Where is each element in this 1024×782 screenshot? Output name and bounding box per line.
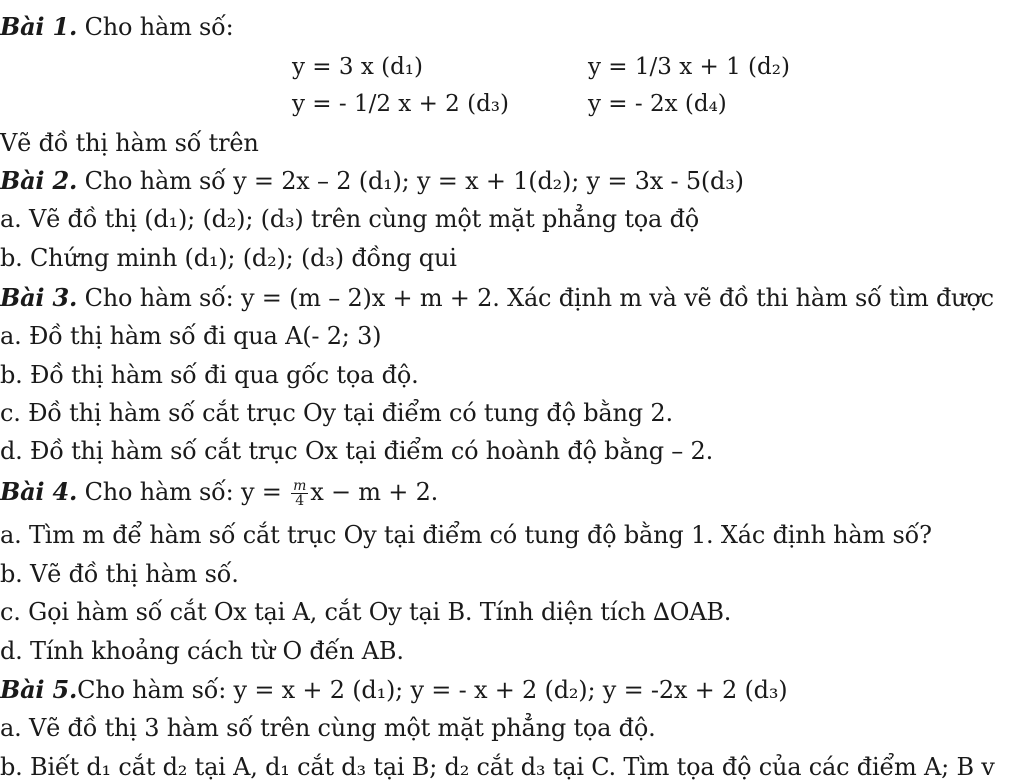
bai1-heading: Bài 1. [0, 12, 78, 41]
bai1-task: Vẽ đồ thị hàm số trên [0, 129, 259, 157]
bai4-frac-den: 4 [295, 493, 304, 509]
bai3-d: d. Đồ thị hàm số cắt trục Ox tại điểm có hoành độ bằng – 2. [0, 437, 714, 465]
bai5-heading: Bài 5. [0, 675, 78, 704]
bai5-b: b. Biết d₁ cắt d₂ tại A, d₁ cắt d₃ tại B; d₂ cắt d₃ tại C. Tìm tọa độ của các điểm A; B v [0, 753, 995, 781]
bai4-d: d. Tính khoảng cách từ O đến AB. [0, 637, 404, 665]
bai5-a: a. Vẽ đồ thị 3 hàm số trên cùng một mặt phẳng tọa độ. [0, 714, 656, 742]
bai1-eq3: y = - 1/2 x + 2 (d₃) [292, 91, 509, 117]
bai2-line [0, 166, 744, 196]
bai1-text: Cho hàm số: [84, 13, 234, 41]
bai4-heading: Bài 4. [0, 477, 78, 506]
bai4-line [0, 477, 438, 508]
bai1-eq4: y = - 2x (d₄) [588, 91, 727, 117]
bai4-b: b. Vẽ đồ thị hàm số. [0, 560, 239, 588]
bai2-text: Cho hàm số y = 2x – 2 (d₁); y = x + 1(d₂); y = 3x - 5(d₃) [84, 167, 744, 195]
bai3-a: a. Đồ thị hàm số đi qua A(- 2; 3) [0, 322, 382, 350]
bai3-b: b. Đồ thị hàm số đi qua gốc tọa độ. [0, 361, 419, 389]
bai3-line [0, 283, 994, 313]
bai4-fraction [291, 479, 308, 508]
bai4-frac-num: m [293, 478, 307, 494]
bai3-text: Cho hàm số: y = (m – 2)x + m + 2. Xác định m và vẽ đồ thi hàm số tìm được [84, 284, 994, 312]
bai4-c: c. Gọi hàm số cắt Ox tại A, cắt Oy tại B. Tính diện tích ∆OAB. [0, 598, 732, 626]
bai4-a: a. Tìm m để hàm số cắt trục Oy tại điểm có tung độ bằng 1. Xác định hàm số? [0, 521, 932, 549]
bai2-a: a. Vẽ đồ thị (d₁); (d₂); (d₃) trên cùng một mặt phẳng tọa độ [0, 205, 700, 233]
bai3-heading: Bài 3. [0, 283, 78, 312]
bai5-line [0, 675, 787, 705]
bai4-text-after: x − m + 2. [310, 478, 439, 506]
bai5-text: Cho hàm số: y = x + 2 (d₁); y = - x + 2 (d₂); y = -2x + 2 (d₃) [77, 676, 788, 704]
bai1-eq1: y = 3 x (d₁) [292, 54, 424, 80]
bai1-line [0, 12, 234, 42]
bai2-heading: Bài 2. [0, 166, 78, 195]
bai2-b: b. Chứng minh (d₁); (d₂); (d₃) đồng qui [0, 244, 457, 272]
bai4-text-before: Cho hàm số: y = [84, 478, 290, 506]
bai1-eq2: y = 1/3 x + 1 (d₂) [588, 54, 790, 80]
bai3-c: c. Đồ thị hàm số cắt trục Oy tại điểm có tung độ bằng 2. [0, 399, 673, 427]
